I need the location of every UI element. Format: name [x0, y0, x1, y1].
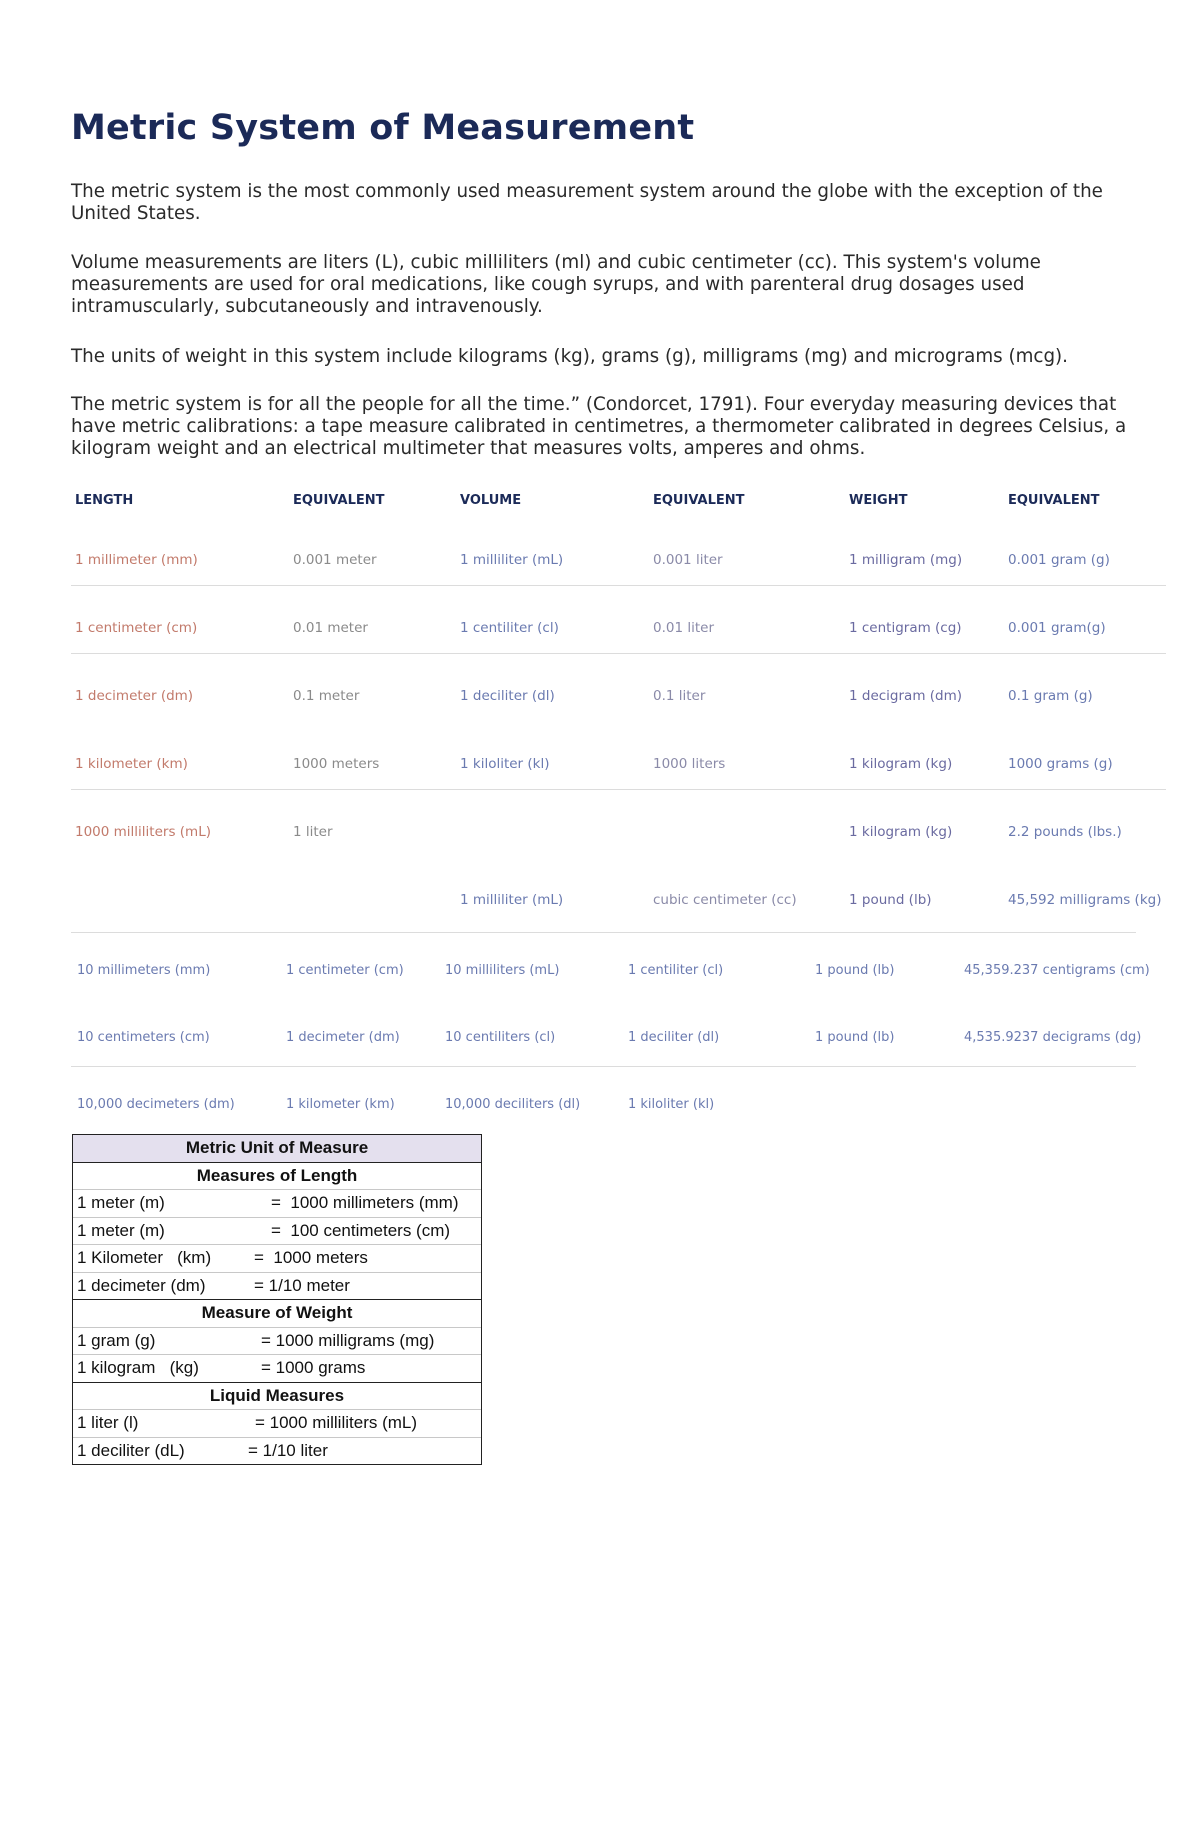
table-cell: cubic centimeter (cc): [653, 892, 797, 908]
table-cell: 10 millimeters (mm): [77, 963, 211, 978]
table-cell: 1 pound (lb): [815, 1030, 895, 1045]
paragraph-volume: Volume measurements are liters (L), cubic milliliters (ml) and cubic centimeter (cc). This system's volume measurements are used for oral medications, like cough syrups, and with parenteral drug dosages used intramuscularly, subcutaneously and intravenously.: [71, 252, 1041, 317]
table-row: [71, 654, 1166, 722]
table-row: [73, 1354, 481, 1382]
table-cell: 1000 meters: [293, 756, 380, 772]
header-equivalent: EQUIVALENT: [653, 493, 745, 508]
paragraph-intro: The metric system is the most commonly used measurement system around the globe with the exception of the United States.: [71, 181, 1103, 224]
table-cell: 45,592 milligrams (kg): [1008, 892, 1162, 908]
section-heading-liquid: Liquid Measures: [73, 1382, 481, 1410]
table-row: [73, 1189, 481, 1217]
table-cell: 1 decigram (dm): [849, 688, 963, 704]
unit-label: 1 meter (m): [77, 1193, 165, 1212]
unit-label: 1 liter (l): [77, 1413, 139, 1432]
table-cell: 4,535.9237 decigrams (dg): [964, 1030, 1142, 1045]
table-row: [73, 1327, 481, 1355]
unit-label: 1 kilogram (kg): [77, 1358, 199, 1377]
unit-label: 1 gram (g): [77, 1330, 156, 1350]
section-heading-weight: Measure of Weight: [73, 1299, 481, 1327]
header-equivalent: EQUIVALENT: [293, 493, 385, 508]
table-cell: 1 pound (lb): [849, 892, 932, 908]
table-row: [71, 858, 1166, 926]
unit-value: = 1000 meters: [254, 1248, 368, 1267]
table-cell: 1 milliliter (mL): [460, 552, 564, 568]
table-cell: 1 centimeter (cm): [75, 620, 198, 636]
table-cell: 0.1 liter: [653, 688, 706, 704]
unit-value: = 1/10 meter: [254, 1275, 350, 1295]
table-cell: 10 centimeters (cm): [77, 1030, 210, 1045]
table-cell: 0.01 liter: [653, 620, 715, 636]
table-cell: 1 kilogram (kg): [849, 824, 953, 840]
table-cell: 1 milligram (mg): [849, 552, 963, 568]
unit-label: 1 deciliter (dL): [77, 1440, 185, 1460]
measurement-table: [71, 484, 1166, 926]
table-cell: 1 kilometer (km): [75, 756, 188, 772]
table-cell: 1 decimeter (dm): [286, 1030, 400, 1045]
table-row: [71, 933, 1150, 1000]
table-cell: 1000 grams (g): [1008, 756, 1113, 772]
table-cell: 1 kiloliter (kl): [628, 1097, 715, 1112]
table-cell: 0.001 meter: [293, 552, 377, 568]
unit-value: = 1000 grams: [261, 1358, 366, 1377]
table-cell: 0.01 meter: [293, 620, 368, 636]
table-cell: 10,000 deciliters (dl): [445, 1097, 581, 1112]
table-cell: 45,359.237 centigrams (cm): [964, 963, 1150, 978]
table-row: [73, 1217, 481, 1245]
table-cell: 1 liter: [293, 824, 333, 840]
unit-label: 1 Kilometer (km): [77, 1248, 212, 1267]
table-cell: 1 centiliter (cl): [628, 963, 724, 978]
table-cell: 0.001 liter: [653, 552, 723, 568]
table-cell: 1 decimeter (dm): [75, 688, 194, 704]
table-cell: 1 milliliter (mL): [460, 892, 564, 908]
table-banner: Metric Unit of Measure: [73, 1135, 481, 1162]
header-length: LENGTH: [75, 493, 134, 508]
table-row: [73, 1437, 481, 1465]
table-cell: 10 milliliters (mL): [445, 963, 560, 978]
table-row: [71, 1067, 1136, 1134]
table-cell: 2.2 pounds (lbs.): [1008, 824, 1122, 840]
table-cell: 1000 milliliters (mL): [75, 824, 211, 840]
table-row: [71, 722, 1166, 790]
unit-label: 1 decimeter (dm): [77, 1275, 206, 1295]
unit-value: = 1000 milliliters (mL): [255, 1413, 418, 1432]
table-cell: 1 kilogram (kg): [849, 756, 953, 772]
table-cell: 1 centiliter (cl): [460, 620, 559, 636]
measurement-table-conversions: [71, 933, 1150, 1134]
unit-value: = 1/10 liter: [248, 1440, 328, 1460]
table-header-row: [71, 484, 1166, 520]
table-cell: 1 kilometer (km): [286, 1097, 395, 1112]
table-cell: 0.1 gram (g): [1008, 688, 1093, 704]
header-volume: VOLUME: [460, 493, 522, 508]
table-cell: 10 centiliters (cl): [445, 1030, 556, 1045]
table-cell: 1000 liters: [653, 756, 726, 772]
table-row: [73, 1244, 481, 1272]
metric-unit-table: [72, 1134, 482, 1465]
unit-value: = 1000 milligrams (mg): [261, 1330, 435, 1350]
header-weight: WEIGHT: [849, 493, 908, 508]
paragraph-condorcet: The metric system is for all the people for all the time.” (Condorcet, 1791). Four everyday measuring devices that have metric calibrations: a tape measure calibrated in centimetres, a thermometer calibrated in degrees Celsius, a kilogram weight and an electrical multimeter that measures volts, amperes and ohms.: [71, 394, 1127, 459]
table-cell: 1 millimeter (mm): [75, 552, 198, 568]
unit-value: = 1000 millimeters (mm): [271, 1193, 459, 1212]
table-cell: 10,000 decimeters (dm): [77, 1097, 235, 1112]
table-cell: 1 deciliter (dl): [460, 688, 555, 704]
table-row: [71, 586, 1166, 654]
table-cell: 0.001 gram (g): [1008, 552, 1110, 568]
table-row: [73, 1409, 481, 1437]
table-row: [73, 1272, 481, 1300]
table-cell: 0.1 meter: [293, 688, 360, 704]
unit-value: = 100 centimeters (cm): [271, 1220, 451, 1240]
table-cell: 1 deciliter (dl): [628, 1030, 720, 1045]
paragraph-weight: The units of weight in this system include kilograms (kg), grams (g), milligrams (mg) and micrograms (mcg).: [71, 346, 1068, 367]
section-heading-length: Measures of Length: [73, 1162, 481, 1190]
table-cell: 0.001 gram(g): [1008, 620, 1106, 636]
unit-label: 1 meter (m): [77, 1220, 165, 1240]
table-row: [71, 790, 1166, 858]
table-cell: 1 centimeter (cm): [286, 963, 404, 978]
table-cell: 1 kiloliter (kl): [460, 756, 550, 772]
header-equivalent: EQUIVALENT: [1008, 493, 1100, 508]
table-cell: 1 pound (lb): [815, 963, 895, 978]
table-cell: 1 centigram (cg): [849, 620, 962, 636]
table-row: [71, 518, 1166, 586]
table-row: [71, 1000, 1142, 1067]
page-title: Metric System of Measurement: [71, 108, 695, 148]
